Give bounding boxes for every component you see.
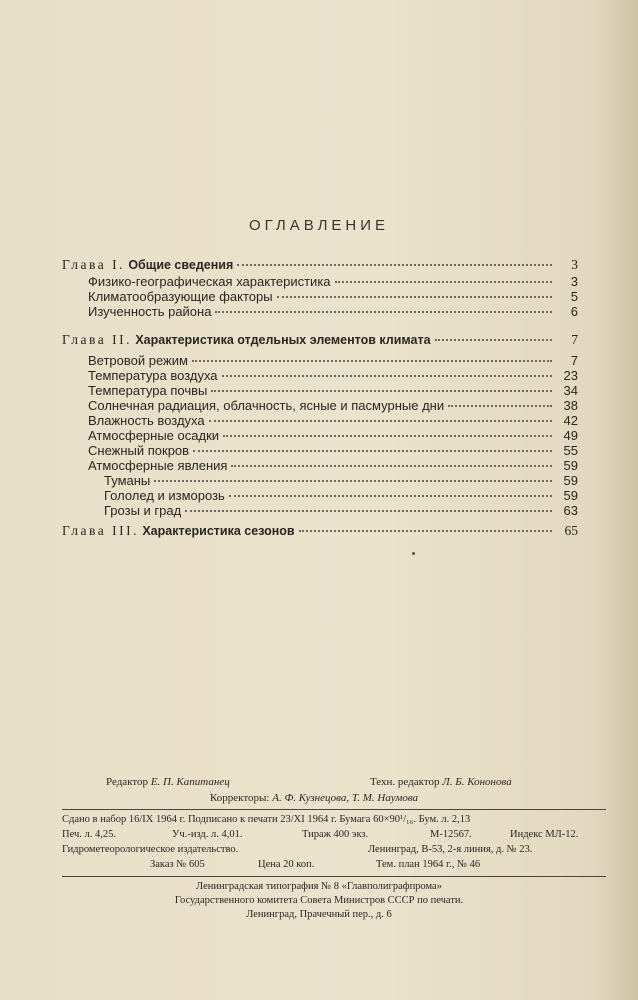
editor-line: Редактор Е. П. Капитанец: [106, 776, 230, 788]
publisher-sheets: Уч.-изд. л. 4,01.: [172, 829, 243, 840]
toc-entry[interactable]: [88, 428, 578, 444]
entry-title: Физико-географическая характеристика: [88, 274, 331, 289]
page-number: 38: [563, 398, 578, 413]
page-number: 59: [563, 473, 578, 488]
page-number: 3: [570, 274, 578, 289]
toc-entry[interactable]: [88, 289, 578, 305]
dot-leader: [211, 390, 552, 392]
entry-title: Солнечная радиация, облачность, ясные и пасмурные дни: [88, 398, 445, 413]
entry-title: Гололед и изморозь: [104, 488, 225, 503]
entry-title: Туманы: [104, 473, 151, 488]
page-number: 34: [563, 383, 578, 398]
entry-title: Температура почвы: [88, 383, 208, 398]
dot-leader: [448, 405, 552, 407]
print-sheets: Печ. л. 4,25.: [62, 829, 117, 840]
entry-title: Изученность района: [88, 304, 212, 319]
index-code: Индекс МЛ-12.: [510, 829, 579, 840]
chapter-number: Глава III.: [62, 523, 139, 538]
printer-address: Ленинград, Прачечный пер., д. 6: [246, 909, 392, 920]
toc-entry[interactable]: [88, 274, 578, 290]
toc-entry[interactable]: [88, 368, 578, 384]
entry-title: Ветровой режим: [88, 353, 188, 368]
dot-leader: [435, 339, 552, 341]
entry-title: Атмосферные явления: [88, 458, 228, 473]
page-number: 23: [563, 368, 578, 383]
correctors-line: Корректоры: А. Ф. Кузнецова, Т. М. Наумова: [210, 792, 419, 804]
page-number: 7: [570, 353, 578, 368]
imprint-rule-bottom: [62, 876, 606, 877]
toc-chapter-3[interactable]: [62, 523, 578, 539]
toc-entry[interactable]: [88, 304, 578, 320]
imprint-rule-top: [62, 809, 606, 810]
print-run: Тираж 400 экз.: [302, 829, 369, 840]
dot-leader: [335, 281, 552, 283]
dot-leader: [231, 465, 552, 467]
dot-leader: [229, 495, 552, 497]
dot-leader: [277, 296, 552, 298]
toc-entry[interactable]: [88, 398, 578, 414]
publisher-address: Ленинград, В-53, 2-я линия, д. № 23.: [368, 844, 533, 855]
printer-committee: Государственного комитета Совета Министров СССР по печати.: [174, 895, 464, 906]
dot-leader: [192, 360, 552, 362]
dot-leader: [222, 375, 552, 377]
page-number: 55: [563, 443, 578, 458]
toc-chapter-1[interactable]: [62, 257, 578, 273]
printer-name: Ленинградская типография № 8 «Главполиграфпрома»: [196, 881, 442, 892]
price: Цена 20 коп.: [258, 859, 315, 870]
toc-entry[interactable]: [88, 353, 578, 369]
entry-title: Влажность воздуха: [88, 413, 205, 428]
dot-leader: [237, 264, 552, 266]
entry-title: Атмосферные осадки: [88, 428, 220, 443]
page-number: 5: [570, 289, 578, 304]
dot-leader: [215, 311, 552, 313]
license-number: М-12567.: [430, 829, 472, 840]
chapter-number: Глава II.: [62, 332, 132, 347]
dot-leader: [193, 450, 552, 452]
tech-editor-line: Техн. редактор Л. Б. Кононова: [370, 776, 512, 788]
toc-entry[interactable]: [88, 383, 578, 399]
dot-leader: [209, 420, 552, 422]
print-details-line-1: Сдано в набор 16/IX 1964 г. Подписано к печати 23/XI 1964 г. Бумага 60×90¹/₁₆. Бум. л. 2,13: [62, 814, 471, 825]
toc-subentry[interactable]: [104, 488, 578, 504]
toc-subentry[interactable]: [104, 503, 578, 519]
toc-entry[interactable]: [88, 458, 578, 474]
chapter-number: Глава I.: [62, 257, 125, 272]
page-number: 42: [563, 413, 578, 428]
page-number: 49: [563, 428, 578, 443]
page-number: 63: [563, 503, 578, 518]
toc-chapter-2[interactable]: [62, 332, 578, 348]
entry-title: Снежный покров: [88, 443, 190, 458]
chapter-title: Общие сведения: [128, 258, 234, 272]
entry-title: Климатообразующие факторы: [88, 289, 273, 304]
page-number: 59: [563, 488, 578, 503]
page-number: 59: [563, 458, 578, 473]
dot-leader: [223, 435, 552, 437]
toc-heading: ОГЛАВЛЕНИЕ: [248, 217, 390, 234]
entry-title: Грозы и град: [104, 503, 182, 518]
chapter-title: Характеристика отдельных элементов климата: [135, 333, 431, 347]
toc-subentry[interactable]: [104, 473, 578, 489]
publisher-name: Гидрометеорологическое издательство.: [62, 844, 239, 855]
entry-title: Температура воздуха: [88, 368, 218, 383]
dot-leader: [185, 510, 552, 512]
page-number: 65: [564, 523, 578, 538]
page-number: 3: [571, 257, 578, 272]
thematic-plan: Тем. план 1964 г., № 46: [376, 859, 481, 870]
chapter-title: Характеристика сезонов: [142, 524, 295, 538]
page-number: 7: [571, 332, 578, 347]
page-number: 6: [570, 304, 578, 319]
toc-entry[interactable]: [88, 443, 578, 459]
order-number: Заказ № 605: [150, 859, 205, 870]
print-speck: [412, 552, 415, 555]
dot-leader: [154, 480, 552, 482]
dot-leader: [299, 530, 552, 532]
toc-entry[interactable]: [88, 413, 578, 429]
